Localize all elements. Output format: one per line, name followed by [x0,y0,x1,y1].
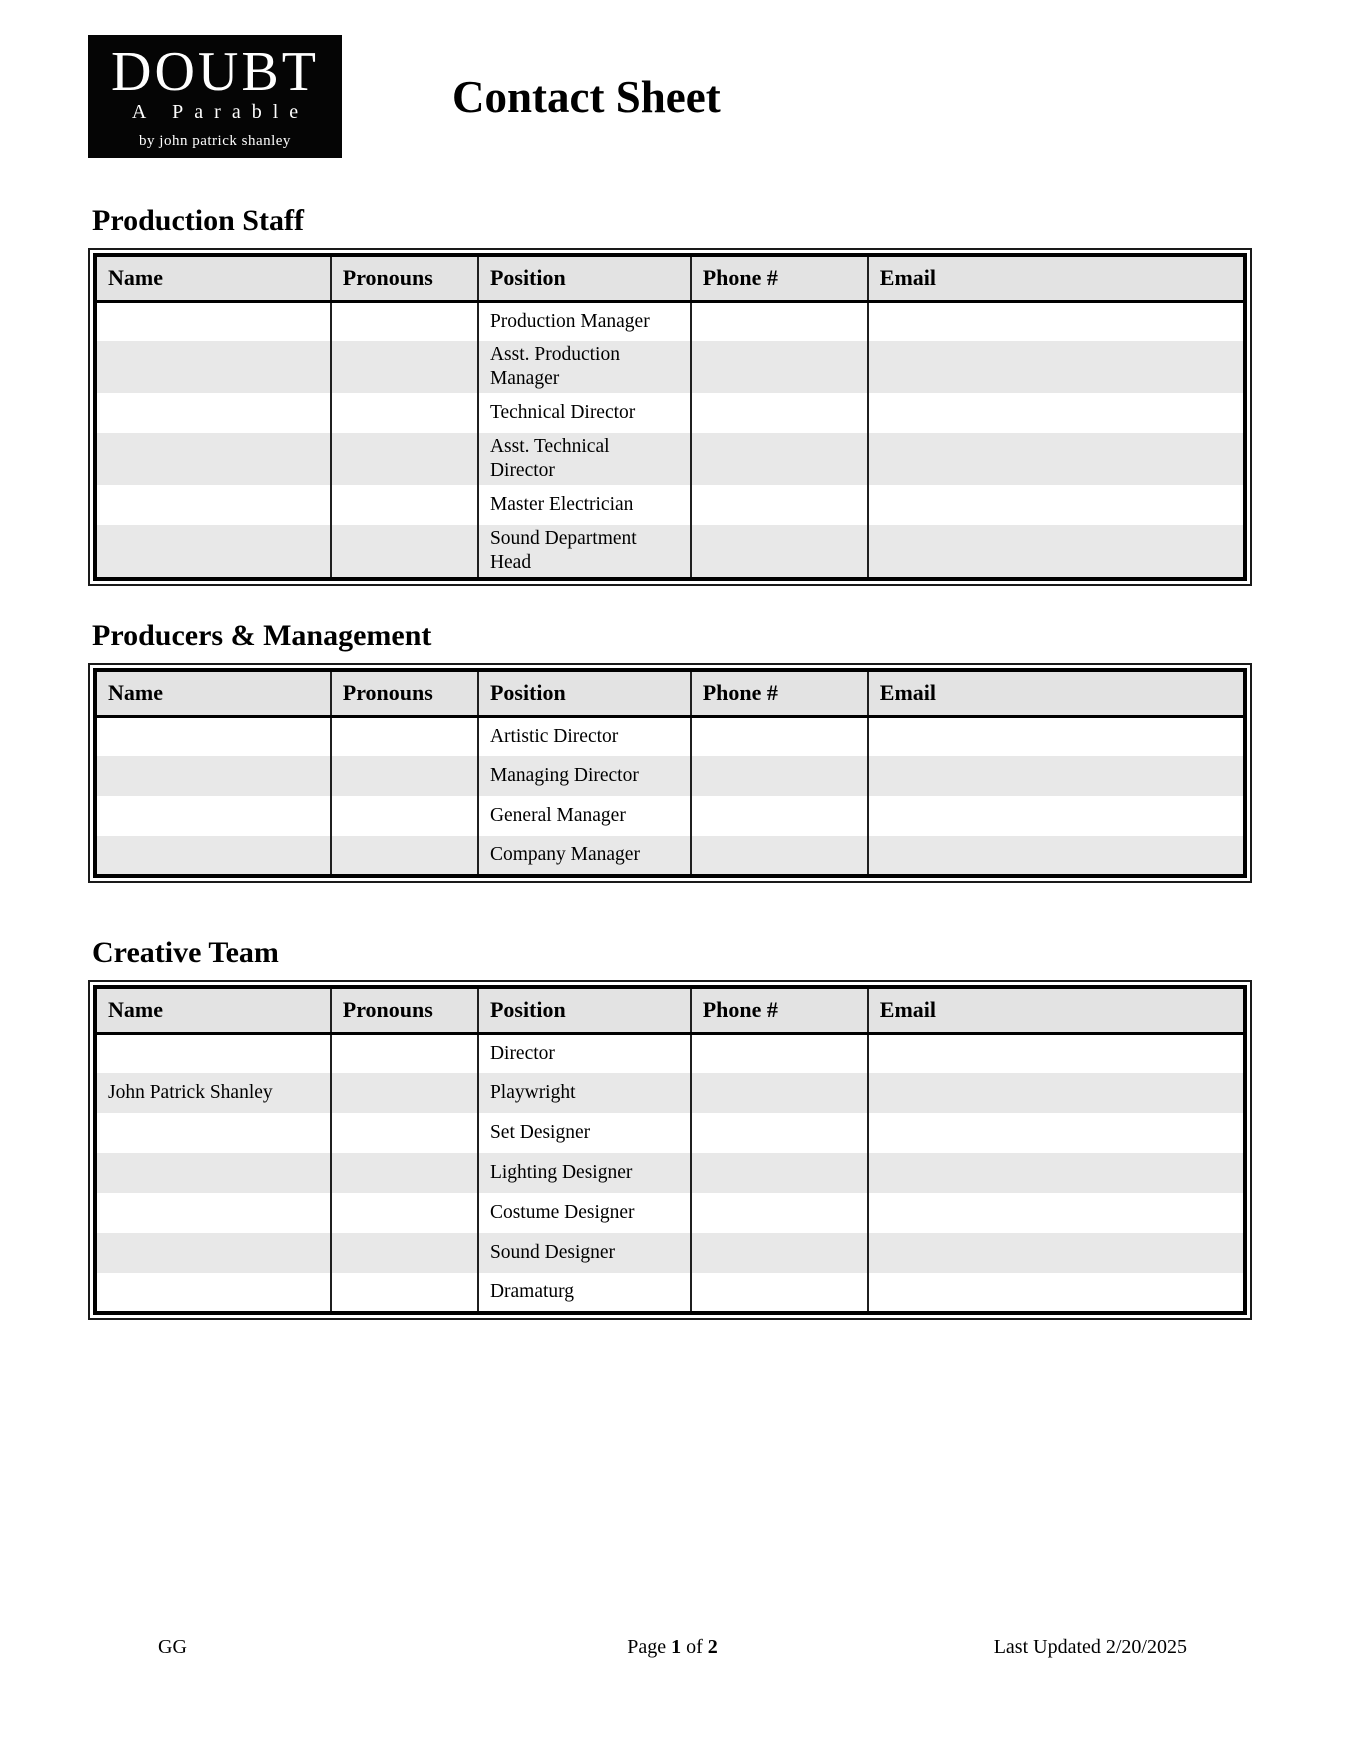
table-row [95,1233,1245,1273]
table-row [95,485,1245,525]
section-heading: Producers & Management [92,619,432,652]
cell-phone [691,393,868,433]
footer-last-updated: Last Updated 2/20/2025 [993,1636,1187,1658]
cell-email [868,433,1245,485]
cell-phone [691,1033,868,1073]
page-total: 2 [707,1636,718,1658]
cell-phone [691,1153,868,1193]
cell-name [95,796,331,836]
section-heading: Production Staff [92,204,304,237]
cell-email [868,1073,1245,1113]
section-production-staff [88,203,1252,586]
cell-position: Managing Director [478,756,691,796]
cell-pronouns [331,836,478,876]
cell-name [95,1193,331,1233]
column-header-phone: Phone # [691,670,868,716]
cell-name [95,485,331,525]
cell-position: Costume Designer [478,1193,691,1233]
cell-phone [691,1233,868,1273]
table-row [95,393,1245,433]
table-row [95,433,1245,485]
cell-phone [691,1273,868,1313]
cell-pronouns [331,716,478,756]
section-creative-team [88,935,1252,1320]
footer-initials: GG [158,1636,187,1658]
column-header-email: Email [868,255,1245,301]
cell-position: Dramaturg [478,1273,691,1313]
column-header-pronouns: Pronouns [331,670,478,716]
cell-name [95,301,331,341]
cell-name [95,1233,331,1273]
cell-position: Production Manager [478,301,691,341]
section-heading: Creative Team [92,936,279,969]
page-label: Page [627,1636,672,1658]
cell-name [95,836,331,876]
cell-position: Asst. Production Manager [478,341,691,393]
cell-phone [691,1073,868,1113]
column-header-position: Position [478,670,691,716]
cell-phone [691,433,868,485]
column-header-email: Email [868,987,1245,1033]
cell-position: Company Manager [478,836,691,876]
cell-phone [691,756,868,796]
cell-email [868,716,1245,756]
section-producers-management [88,618,1252,883]
cell-email [868,1033,1245,1073]
cell-name [95,1113,331,1153]
cell-pronouns [331,341,478,393]
table-row [95,1193,1245,1233]
cell-pronouns [331,796,478,836]
table-row [95,796,1245,836]
cell-name [95,433,331,485]
cell-email [868,393,1245,433]
cell-email [868,1113,1245,1153]
table-frame [88,663,1252,883]
cell-name: John Patrick Shanley [95,1073,331,1113]
cell-pronouns [331,1033,478,1073]
cell-phone [691,716,868,756]
cell-email [868,525,1245,579]
cell-name [95,1033,331,1073]
cell-position: Director [478,1033,691,1073]
table-row [95,525,1245,579]
cell-name [95,756,331,796]
column-header-name: Name [95,987,331,1033]
cell-name [95,716,331,756]
cell-email [868,1153,1245,1193]
cell-position: Technical Director [478,393,691,433]
cell-name [95,341,331,393]
cell-position: Set Designer [478,1113,691,1153]
header-row [95,670,1245,716]
cell-pronouns [331,1113,478,1153]
logo-subtitle: A Parable [131,100,310,123]
header-row [95,255,1245,301]
table-row [95,1033,1245,1073]
cell-phone [691,836,868,876]
cell-email [868,341,1245,393]
cell-position: Master Electrician [478,485,691,525]
column-header-pronouns: Pronouns [331,255,478,301]
cell-email [868,1193,1245,1233]
cell-position: Playwright [478,1073,691,1113]
table-row [95,756,1245,796]
page-number: 1 [671,1636,682,1658]
cell-name [95,1153,331,1193]
cell-position: Artistic Director [478,716,691,756]
document-body [88,0,1252,1320]
cell-phone [691,796,868,836]
header-row [95,987,1245,1033]
cell-pronouns [331,433,478,485]
table-row [95,341,1245,393]
cell-pronouns [331,485,478,525]
cell-position: Asst. Technical Director [478,433,691,485]
table-frame [88,980,1252,1320]
table-row [95,716,1245,756]
cell-position: Lighting Designer [478,1153,691,1193]
cell-phone [691,525,868,579]
column-header-phone: Phone # [691,255,868,301]
page-footer [0,1636,1345,1666]
column-header-phone: Phone # [691,987,868,1033]
column-header-name: Name [95,255,331,301]
cell-email [868,756,1245,796]
cell-name [95,393,331,433]
cell-email [868,485,1245,525]
table-row [95,1273,1245,1313]
cell-pronouns [331,525,478,579]
cell-email [868,1273,1245,1313]
cell-phone [691,1113,868,1153]
cell-pronouns [331,1073,478,1113]
production-staff-table [93,253,1247,581]
cell-name [95,1273,331,1313]
table-row [95,301,1245,341]
column-header-position: Position [478,987,691,1033]
cell-phone [691,1193,868,1233]
cell-position: Sound Department Head [478,525,691,579]
cell-pronouns [331,1273,478,1313]
cell-phone [691,301,868,341]
column-header-name: Name [95,670,331,716]
table-row [95,1153,1245,1193]
cell-pronouns [331,1193,478,1233]
table-row [95,1113,1245,1153]
producers-management-table [93,668,1247,878]
cell-position: General Manager [478,796,691,836]
cell-phone [691,341,868,393]
logo-byline: by john patrick shanley [139,132,291,149]
cell-email [868,836,1245,876]
cell-pronouns [331,393,478,433]
creative-team-table [93,985,1247,1315]
cell-email [868,1233,1245,1273]
logo-title: DOUBT [111,40,319,103]
cell-pronouns [331,756,478,796]
cell-pronouns [331,1153,478,1193]
column-header-position: Position [478,255,691,301]
cell-position: Sound Designer [478,1233,691,1273]
cell-pronouns [331,301,478,341]
column-header-pronouns: Pronouns [331,987,478,1033]
cell-email [868,796,1245,836]
table-row [95,836,1245,876]
table-row [95,1073,1245,1113]
table-frame [88,248,1252,586]
column-header-email: Email [868,670,1245,716]
cell-phone [691,485,868,525]
cell-email [868,301,1245,341]
page-title: Contact Sheet [452,72,721,122]
cell-name [95,525,331,579]
cell-pronouns [331,1233,478,1273]
page-of-label: of [681,1636,708,1658]
